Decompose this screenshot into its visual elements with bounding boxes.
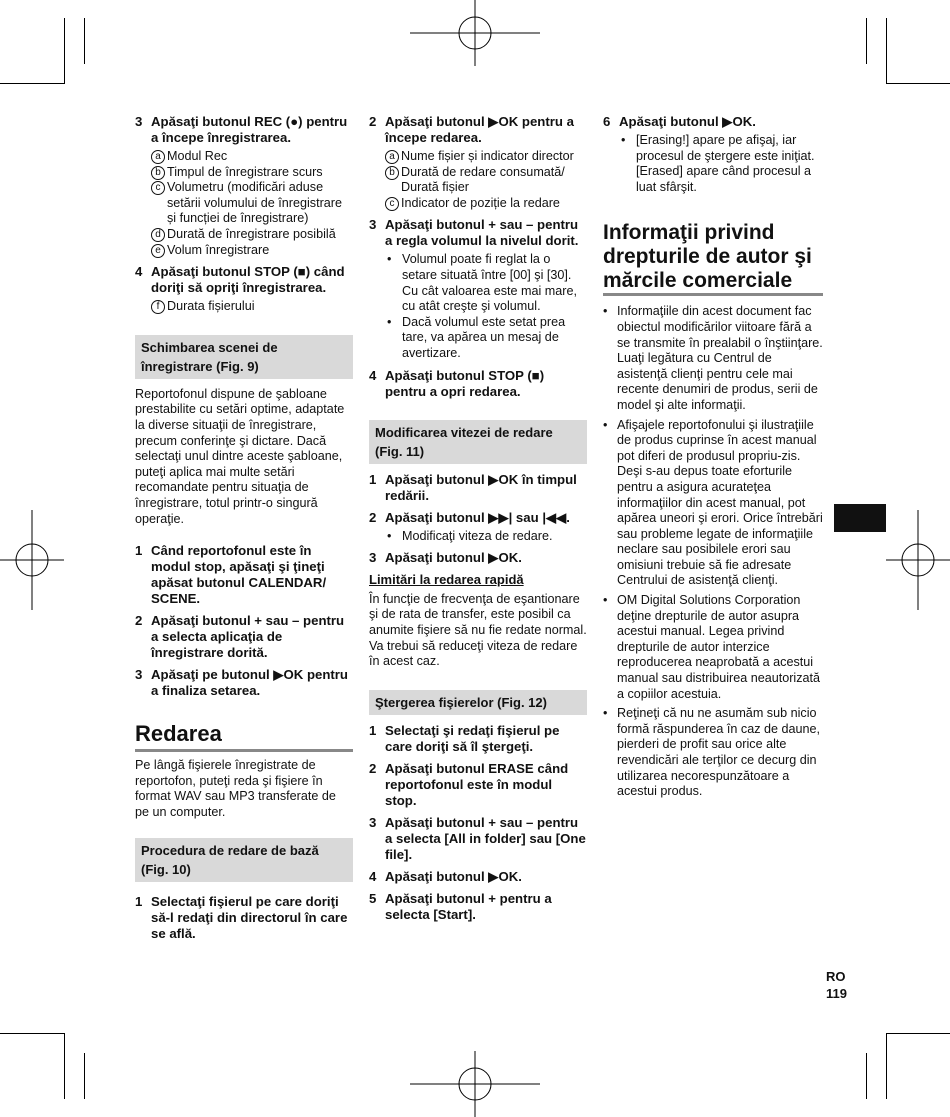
registration-mark-bottom — [410, 1051, 540, 1117]
step: 4 Apăsaţi butonul STOP (■) pentru a opri redarea. — [369, 367, 545, 399]
crop-mark — [64, 18, 65, 84]
circled-letter: d — [151, 228, 165, 242]
step-item: f Durata fișierului — [151, 299, 353, 315]
registration-mark-top — [410, 0, 540, 66]
step: 3 Apăsaţi butonul ▶OK. — [369, 550, 522, 566]
crop-mark — [886, 83, 950, 84]
column-1 — [135, 112, 353, 945]
step-item-list — [135, 299, 353, 315]
crop-mark — [886, 18, 887, 84]
step-item: c Volumetru (modificări aduse setării volumului de înregistrare și funcției de înregistrare) — [151, 180, 353, 227]
step-item-list — [135, 149, 353, 258]
step: 1 Selectaţi fişierul pe care doriţi să-l redaţi din directorul în care se află. — [135, 894, 348, 942]
step: 5 Apăsaţi butonul + pentru a selecta [Start]. — [369, 890, 552, 922]
page-number: RO 119 — [826, 969, 847, 1001]
step: 1 Apăsaţi butonul ▶OK în timpul redării. — [369, 471, 577, 503]
step: 2 Apăsaţi butonul ERASE când reportofonul este în modul stop. — [369, 760, 569, 808]
step: 4 Apăsaţi butonul ▶OK. — [369, 868, 522, 884]
crop-mark — [84, 1053, 85, 1099]
bullet: • [Erasing!] apare pe afişaj, iar procesul de ştergere este iniţiat. [Erased] apare când procesul a luat sfârşit. — [621, 133, 815, 194]
registration-mark-left — [0, 510, 64, 610]
step: 3 Apăsaţi butonul + sau – pentru a regla volumul la nivelul dorit. — [369, 217, 579, 249]
crop-mark — [866, 1053, 867, 1099]
bullet: • Informaţiile din acest document fac obiectul modificărilor viitoare fără a se transmite în prealabil o înştiinţare. Luaţi legătura cu Centrul de asistenţă clienţi pentru cele mai recente denumiri de produs, serii de model şi alte informaţii. — [603, 304, 823, 412]
section-box-playback: Procedura de redare de bază (Fig. 10) — [135, 838, 353, 882]
crop-mark — [0, 83, 64, 84]
circled-letter: b — [151, 166, 165, 180]
language-tab — [834, 504, 886, 532]
step-item: c Indicator de poziție la redare — [385, 196, 587, 212]
section-box-scene: Schimbarea scenei de înregistrare (Fig. 9) — [135, 335, 353, 379]
circled-letter: b — [385, 166, 399, 180]
paragraph: Reportofonul dispune de şabloane prestabilite cu setări optime, adaptate la diverse situaţii de înregistrare, precum conferinţe şi dictare. Dacă selectaţi unul dintre aceste şabloane, puteţi aplica mai multe setări recomandate pentru situaţia de înregistrare, totul printr-o singură operaţie. — [135, 386, 345, 526]
circled-letter: f — [151, 300, 165, 314]
heading-redarea: Redarea — [135, 721, 353, 752]
bullet: • Dacă volumul este setat prea tare, va apărea un mesaj de avertizare. — [387, 314, 566, 360]
circled-letter: a — [151, 150, 165, 164]
crop-mark — [0, 1033, 64, 1034]
bullet: • OM Digital Solutions Corporation deţine drepturile de autor asupra acestui manual. Legea privind drepturile de autor interzice reproducerea neaprobată a acestui manual sau distribuirea neautorizată a copiilor acestuia. — [603, 593, 821, 701]
crop-mark — [64, 1033, 65, 1099]
bullet: • Modificaţi viteza de redare. — [387, 528, 553, 543]
circled-letter: a — [385, 150, 399, 164]
step: 1 Când reportofonul este în modul stop, apăsaţi şi ţineţi apăsat butonul CALENDAR/ SCENE. — [135, 543, 327, 607]
step: 1 Selectaţi şi redaţi fişierul pe care doriţi să îl ştergeţi. — [369, 722, 560, 754]
step-list — [135, 543, 353, 699]
heading-copyright: Informaţii privind drepturile de autor şi mărcile comerciale — [603, 221, 823, 296]
step: 2 Apăsaţi butonul + sau – pentru a selecta aplicaţia de înregistrare dorită. — [135, 613, 345, 661]
section-box-erase: Ştergerea fişierelor (Fig. 12) — [369, 690, 587, 715]
paragraph: Pe lângă fişierele înregistrate de reportofon, puteţi reda şi fişiere în format WAV sau MP3 transferate de pe un computer. — [135, 758, 336, 819]
circled-letter: c — [151, 181, 165, 195]
bullet: • Afişajele reportofonului şi ilustraţiile de produs cuprinse în acest manual pot diferi de produsul propriu-zis. Deşi s-au depus toate eforturile pentru a asigura acurateţea informaţiilor din acest manual, pot apărea uneori şi erori. Orice întrebări sau probleme legate de informaţiile neclare sau posibilele erori sau omisiuni trebuie să fie adresate Centrului de asistenţă clienţi. — [603, 417, 823, 588]
step: 2 Apăsaţi butonul ▶▶| sau |◀◀. — [369, 509, 570, 525]
step-item: d Durată de înregistrare posibilă — [151, 227, 353, 243]
step-item: a Modul Rec — [151, 149, 353, 165]
crop-mark — [886, 1033, 887, 1099]
step: 3 Apăsaţi pe butonul ▶OK pentru a finaliza setarea. — [135, 667, 348, 699]
bullet-list — [603, 304, 823, 799]
step-item: a Nume fișier și indicator director — [385, 149, 587, 165]
step: 2 Apăsaţi butonul ▶OK pentru a începe redarea. — [369, 114, 574, 145]
step-list — [369, 472, 587, 526]
step: 3 Apăsaţi butonul REC (●) pentru a începe înregistrarea. — [135, 114, 348, 145]
section-box-speed: Modificarea vitezei de redare (Fig. 11) — [369, 420, 587, 464]
step-item: e Volum înregistrare — [151, 243, 353, 259]
step-item: b Durată de redare consumată/ Durată fișier — [385, 165, 587, 196]
crop-mark — [886, 1033, 950, 1034]
circled-letter: c — [385, 197, 399, 211]
step: 3 Apăsaţi butonul + sau – pentru a selecta [All in folder] sau [One file]. — [369, 814, 586, 862]
bullet: • Reţineţi că nu ne asumăm sub nicio formă răspunderea în caz de daune, pierderi de profit sau orice alte revendicări ale terţilor ce decurg din utilizarea necorespunzătoare a acestui produs. — [603, 706, 821, 799]
column-3 — [603, 112, 823, 800]
crop-mark — [866, 18, 867, 64]
step-item-list — [369, 149, 587, 211]
step-item: b Timpul de înregistrare scurs — [151, 165, 353, 181]
bullet-list — [369, 252, 587, 361]
column-2 — [369, 112, 587, 926]
bullet: • Volumul poate fi reglat la o setare situată între [00] şi [30]. Cu cât valoarea este mai mare, cu atât creşte şi volumul. — [387, 252, 577, 314]
subheading-limits: Limitări la redarea rapidă — [369, 572, 524, 588]
circled-letter: e — [151, 244, 165, 258]
crop-mark — [84, 18, 85, 64]
step: 4 Apăsaţi butonul STOP (■) când doriţi să opriţi înregistrarea. — [135, 264, 345, 296]
paragraph: În funcţie de frecvenţa de eşantionare şi de rata de transfer, este posibil ca anumite fişiere să nu fie redate normal. Va trebui să reduceţi viteza de redare în acest caz. — [369, 591, 587, 669]
step-list — [369, 723, 587, 923]
registration-mark-right — [886, 510, 950, 610]
step: 6 Apăsaţi butonul ▶OK. — [603, 114, 756, 129]
